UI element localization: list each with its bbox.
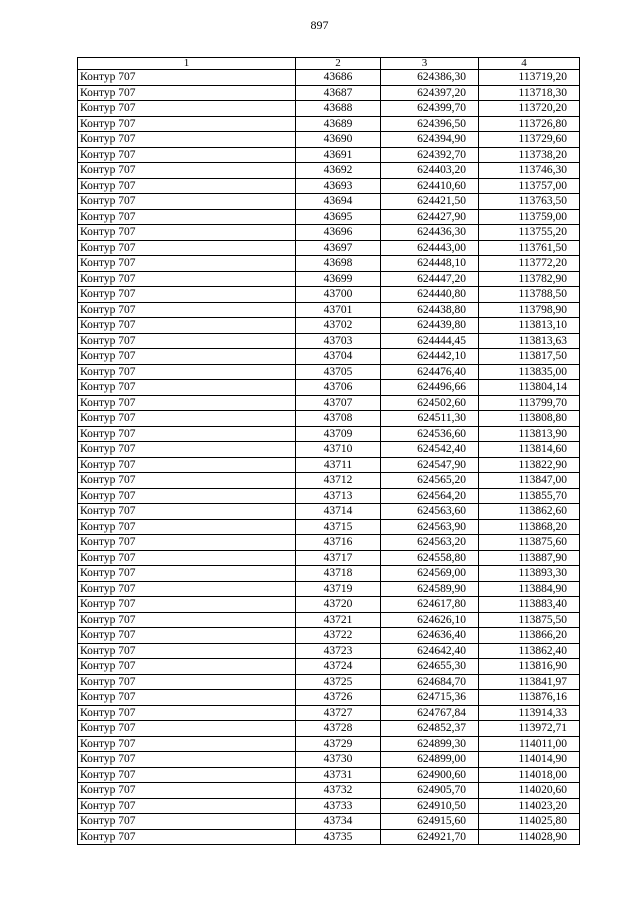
- x-coordinate-cell: 624448,10: [381, 256, 479, 272]
- y-coordinate-cell: 113855,70: [479, 488, 580, 504]
- point-number-cell: 43726: [296, 690, 381, 706]
- y-coordinate-cell: 113738,20: [479, 147, 580, 163]
- table-row: [78, 504, 580, 520]
- point-number-cell: 43716: [296, 535, 381, 551]
- y-coordinate-cell: 113719,20: [479, 70, 580, 86]
- y-coordinate-cell: 113718,30: [479, 85, 580, 101]
- y-coordinate-cell: 113884,90: [479, 581, 580, 597]
- table-row: [78, 240, 580, 256]
- table-row: [78, 287, 580, 303]
- column-header-2: 2: [296, 58, 381, 70]
- table-row: [78, 612, 580, 628]
- table-row: [78, 628, 580, 644]
- contour-name-cell: Контур 707: [78, 550, 296, 566]
- table-row: [78, 349, 580, 365]
- y-coordinate-cell: 113798,90: [479, 302, 580, 318]
- contour-name-cell: Контур 707: [78, 504, 296, 520]
- contour-name-cell: Контур 707: [78, 674, 296, 690]
- x-coordinate-cell: 624496,66: [381, 380, 479, 396]
- y-coordinate-cell: 114014,90: [479, 752, 580, 768]
- point-number-cell: 43712: [296, 473, 381, 489]
- y-coordinate-cell: 113817,50: [479, 349, 580, 365]
- table-row: [78, 225, 580, 241]
- y-coordinate-cell: 113814,60: [479, 442, 580, 458]
- contour-name-cell: Контур 707: [78, 736, 296, 752]
- contour-name-cell: Контур 707: [78, 411, 296, 427]
- point-number-cell: 43729: [296, 736, 381, 752]
- y-coordinate-cell: 113746,30: [479, 163, 580, 179]
- y-coordinate-cell: 113862,60: [479, 504, 580, 520]
- table-row: [78, 783, 580, 799]
- y-coordinate-cell: 113883,40: [479, 597, 580, 613]
- y-coordinate-cell: 113761,50: [479, 240, 580, 256]
- x-coordinate-cell: 624397,20: [381, 85, 479, 101]
- x-coordinate-cell: 624421,50: [381, 194, 479, 210]
- contour-name-cell: Контур 707: [78, 566, 296, 582]
- point-number-cell: 43713: [296, 488, 381, 504]
- contour-name-cell: Контур 707: [78, 457, 296, 473]
- point-number-cell: 43721: [296, 612, 381, 628]
- contour-name-cell: Контур 707: [78, 643, 296, 659]
- point-number-cell: 43717: [296, 550, 381, 566]
- table-row: [78, 302, 580, 318]
- point-number-cell: 43702: [296, 318, 381, 334]
- table-row: [78, 488, 580, 504]
- table-row: [78, 597, 580, 613]
- point-number-cell: 43715: [296, 519, 381, 535]
- point-number-cell: 43707: [296, 395, 381, 411]
- point-number-cell: 43710: [296, 442, 381, 458]
- table-row: [78, 798, 580, 814]
- y-coordinate-cell: 113726,80: [479, 116, 580, 132]
- y-coordinate-cell: 113866,20: [479, 628, 580, 644]
- x-coordinate-cell: 624563,90: [381, 519, 479, 535]
- contour-name-cell: Контур 707: [78, 488, 296, 504]
- y-coordinate-cell: 113763,50: [479, 194, 580, 210]
- contour-name-cell: Контур 707: [78, 395, 296, 411]
- table-row: [78, 194, 580, 210]
- contour-name-cell: Контур 707: [78, 426, 296, 442]
- x-coordinate-cell: 624558,80: [381, 550, 479, 566]
- point-number-cell: 43698: [296, 256, 381, 272]
- y-coordinate-cell: 113893,30: [479, 566, 580, 582]
- contour-name-cell: Контур 707: [78, 178, 296, 194]
- point-number-cell: 43704: [296, 349, 381, 365]
- point-number-cell: 43690: [296, 132, 381, 148]
- table-row: [78, 209, 580, 225]
- y-coordinate-cell: 113816,90: [479, 659, 580, 675]
- table-row: [78, 705, 580, 721]
- x-coordinate-cell: 624852,37: [381, 721, 479, 737]
- contour-name-cell: Контур 707: [78, 829, 296, 845]
- y-coordinate-cell: 113755,20: [479, 225, 580, 241]
- point-number-cell: 43693: [296, 178, 381, 194]
- table-row: [78, 147, 580, 163]
- contour-name-cell: Контур 707: [78, 690, 296, 706]
- x-coordinate-cell: 624915,60: [381, 814, 479, 830]
- table-row: [78, 550, 580, 566]
- y-coordinate-cell: 113757,00: [479, 178, 580, 194]
- point-number-cell: 43733: [296, 798, 381, 814]
- table-row: [78, 643, 580, 659]
- point-number-cell: 43711: [296, 457, 381, 473]
- y-coordinate-cell: 113822,90: [479, 457, 580, 473]
- contour-name-cell: Контур 707: [78, 147, 296, 163]
- point-number-cell: 43730: [296, 752, 381, 768]
- x-coordinate-cell: 624684,70: [381, 674, 479, 690]
- contour-name-cell: Контур 707: [78, 380, 296, 396]
- table-row: [78, 473, 580, 489]
- contour-name-cell: Контур 707: [78, 85, 296, 101]
- point-number-cell: 43719: [296, 581, 381, 597]
- y-coordinate-cell: 113875,50: [479, 612, 580, 628]
- contour-name-cell: Контур 707: [78, 659, 296, 675]
- table-row: [78, 318, 580, 334]
- table-row: [78, 767, 580, 783]
- x-coordinate-cell: 624444,45: [381, 333, 479, 349]
- contour-name-cell: Контур 707: [78, 318, 296, 334]
- point-number-cell: 43705: [296, 364, 381, 380]
- y-coordinate-cell: 113835,00: [479, 364, 580, 380]
- contour-name-cell: Контур 707: [78, 116, 296, 132]
- contour-name-cell: Контур 707: [78, 225, 296, 241]
- contour-name-cell: Контур 707: [78, 240, 296, 256]
- point-number-cell: 43706: [296, 380, 381, 396]
- x-coordinate-cell: 624564,20: [381, 488, 479, 504]
- point-number-cell: 43703: [296, 333, 381, 349]
- y-coordinate-cell: 113808,80: [479, 411, 580, 427]
- point-number-cell: 43687: [296, 85, 381, 101]
- contour-name-cell: Контур 707: [78, 705, 296, 721]
- contour-name-cell: Контур 707: [78, 132, 296, 148]
- x-coordinate-cell: 624410,60: [381, 178, 479, 194]
- point-number-cell: 43714: [296, 504, 381, 520]
- point-number-cell: 43731: [296, 767, 381, 783]
- table-row: [78, 132, 580, 148]
- contour-name-cell: Контур 707: [78, 783, 296, 799]
- point-number-cell: 43699: [296, 271, 381, 287]
- x-coordinate-cell: 624563,20: [381, 535, 479, 551]
- point-number-cell: 43691: [296, 147, 381, 163]
- contour-name-cell: Контур 707: [78, 798, 296, 814]
- contour-name-cell: Контур 707: [78, 194, 296, 210]
- x-coordinate-cell: 624403,20: [381, 163, 479, 179]
- y-coordinate-cell: 114023,20: [479, 798, 580, 814]
- point-number-cell: 43718: [296, 566, 381, 582]
- x-coordinate-cell: 624443,00: [381, 240, 479, 256]
- contour-name-cell: Контур 707: [78, 767, 296, 783]
- contour-name-cell: Контур 707: [78, 814, 296, 830]
- table-row: [78, 163, 580, 179]
- table-row: [78, 364, 580, 380]
- column-header-4: 4: [479, 58, 580, 70]
- x-coordinate-cell: 624642,40: [381, 643, 479, 659]
- table-row: [78, 426, 580, 442]
- table-row: [78, 690, 580, 706]
- y-coordinate-cell: 113841,97: [479, 674, 580, 690]
- contour-name-cell: Контур 707: [78, 721, 296, 737]
- x-coordinate-cell: 624476,40: [381, 364, 479, 380]
- table-row: [78, 256, 580, 272]
- point-number-cell: 43734: [296, 814, 381, 830]
- x-coordinate-cell: 624589,90: [381, 581, 479, 597]
- x-coordinate-cell: 624767,84: [381, 705, 479, 721]
- y-coordinate-cell: 113868,20: [479, 519, 580, 535]
- x-coordinate-cell: 624511,30: [381, 411, 479, 427]
- contour-name-cell: Контур 707: [78, 287, 296, 303]
- point-number-cell: 43708: [296, 411, 381, 427]
- x-coordinate-cell: 624394,90: [381, 132, 479, 148]
- x-coordinate-cell: 624438,80: [381, 302, 479, 318]
- table-row: [78, 535, 580, 551]
- x-coordinate-cell: 624440,80: [381, 287, 479, 303]
- x-coordinate-cell: 624536,60: [381, 426, 479, 442]
- y-coordinate-cell: 113813,10: [479, 318, 580, 334]
- y-coordinate-cell: 113804,14: [479, 380, 580, 396]
- x-coordinate-cell: 624399,70: [381, 101, 479, 117]
- x-coordinate-cell: 624547,90: [381, 457, 479, 473]
- point-number-cell: 43724: [296, 659, 381, 675]
- table-row: [78, 566, 580, 582]
- contour-name-cell: Контур 707: [78, 364, 296, 380]
- y-coordinate-cell: 113782,90: [479, 271, 580, 287]
- y-coordinate-cell: 113788,50: [479, 287, 580, 303]
- point-number-cell: 43722: [296, 628, 381, 644]
- x-coordinate-cell: 624502,60: [381, 395, 479, 411]
- table-row: [78, 442, 580, 458]
- point-number-cell: 43709: [296, 426, 381, 442]
- x-coordinate-cell: 624655,30: [381, 659, 479, 675]
- x-coordinate-cell: 624899,30: [381, 736, 479, 752]
- table-row: [78, 736, 580, 752]
- x-coordinate-cell: 624563,60: [381, 504, 479, 520]
- table-row: [78, 814, 580, 830]
- y-coordinate-cell: 114025,80: [479, 814, 580, 830]
- y-coordinate-cell: 113772,20: [479, 256, 580, 272]
- point-number-cell: 43697: [296, 240, 381, 256]
- table-row: [78, 411, 580, 427]
- table-row: [78, 457, 580, 473]
- point-number-cell: 43732: [296, 783, 381, 799]
- point-number-cell: 43720: [296, 597, 381, 613]
- y-coordinate-cell: 114018,00: [479, 767, 580, 783]
- point-number-cell: 43695: [296, 209, 381, 225]
- y-coordinate-cell: 113813,90: [479, 426, 580, 442]
- x-coordinate-cell: 624442,10: [381, 349, 479, 365]
- table-row: [78, 395, 580, 411]
- contour-name-cell: Контур 707: [78, 163, 296, 179]
- y-coordinate-cell: 113887,90: [479, 550, 580, 566]
- x-coordinate-cell: 624439,80: [381, 318, 479, 334]
- point-number-cell: 43701: [296, 302, 381, 318]
- y-coordinate-cell: 113813,63: [479, 333, 580, 349]
- x-coordinate-cell: 624447,20: [381, 271, 479, 287]
- point-number-cell: 43723: [296, 643, 381, 659]
- table-row: [78, 752, 580, 768]
- x-coordinate-cell: 624900,60: [381, 767, 479, 783]
- y-coordinate-cell: 114028,90: [479, 829, 580, 845]
- y-coordinate-cell: 113720,20: [479, 101, 580, 117]
- x-coordinate-cell: 624565,20: [381, 473, 479, 489]
- page-number: 897: [310, 18, 329, 32]
- x-coordinate-cell: 624436,30: [381, 225, 479, 241]
- y-coordinate-cell: 113847,00: [479, 473, 580, 489]
- coordinates-table: [77, 57, 580, 845]
- table-row: [78, 70, 580, 86]
- table-row: [78, 659, 580, 675]
- x-coordinate-cell: 624905,70: [381, 783, 479, 799]
- contour-name-cell: Контур 707: [78, 581, 296, 597]
- point-number-cell: 43692: [296, 163, 381, 179]
- y-coordinate-cell: 114011,00: [479, 736, 580, 752]
- x-coordinate-cell: 624569,00: [381, 566, 479, 582]
- column-header-1: 1: [78, 58, 296, 70]
- y-coordinate-cell: 113914,33: [479, 705, 580, 721]
- x-coordinate-cell: 624626,10: [381, 612, 479, 628]
- y-coordinate-cell: 113972,71: [479, 721, 580, 737]
- contour-name-cell: Контур 707: [78, 535, 296, 551]
- y-coordinate-cell: 114020,60: [479, 783, 580, 799]
- x-coordinate-cell: 624636,40: [381, 628, 479, 644]
- y-coordinate-cell: 113759,00: [479, 209, 580, 225]
- contour-name-cell: Контур 707: [78, 349, 296, 365]
- point-number-cell: 43694: [296, 194, 381, 210]
- x-coordinate-cell: 624899,00: [381, 752, 479, 768]
- column-header-3: 3: [381, 58, 479, 70]
- x-coordinate-cell: 624910,50: [381, 798, 479, 814]
- point-number-cell: 43689: [296, 116, 381, 132]
- y-coordinate-cell: 113729,60: [479, 132, 580, 148]
- x-coordinate-cell: 624386,30: [381, 70, 479, 86]
- contour-name-cell: Контур 707: [78, 101, 296, 117]
- x-coordinate-cell: 624542,40: [381, 442, 479, 458]
- contour-name-cell: Контур 707: [78, 519, 296, 535]
- point-number-cell: 43725: [296, 674, 381, 690]
- point-number-cell: 43686: [296, 70, 381, 86]
- point-number-cell: 43735: [296, 829, 381, 845]
- x-coordinate-cell: 624715,36: [381, 690, 479, 706]
- contour-name-cell: Контур 707: [78, 473, 296, 489]
- table-row: [78, 829, 580, 845]
- contour-name-cell: Контур 707: [78, 752, 296, 768]
- table-row: [78, 178, 580, 194]
- contour-name-cell: Контур 707: [78, 256, 296, 272]
- contour-name-cell: Контур 707: [78, 612, 296, 628]
- x-coordinate-cell: 624392,70: [381, 147, 479, 163]
- table-row: [78, 581, 580, 597]
- table-row: [78, 333, 580, 349]
- table-row: [78, 85, 580, 101]
- y-coordinate-cell: 113876,16: [479, 690, 580, 706]
- table-body: [78, 70, 580, 845]
- contour-name-cell: Контур 707: [78, 597, 296, 613]
- table-header-row: [78, 58, 580, 70]
- contour-name-cell: Контур 707: [78, 209, 296, 225]
- table-row: [78, 101, 580, 117]
- contour-name-cell: Контур 707: [78, 442, 296, 458]
- contour-name-cell: Контур 707: [78, 628, 296, 644]
- x-coordinate-cell: 624921,70: [381, 829, 479, 845]
- point-number-cell: 43700: [296, 287, 381, 303]
- point-number-cell: 43696: [296, 225, 381, 241]
- x-coordinate-cell: 624396,50: [381, 116, 479, 132]
- contour-name-cell: Контур 707: [78, 302, 296, 318]
- point-number-cell: 43727: [296, 705, 381, 721]
- y-coordinate-cell: 113875,60: [479, 535, 580, 551]
- table-row: [78, 674, 580, 690]
- table-row: [78, 116, 580, 132]
- table-row: [78, 271, 580, 287]
- contour-name-cell: Контур 707: [78, 70, 296, 86]
- x-coordinate-cell: 624617,80: [381, 597, 479, 613]
- table-row: [78, 519, 580, 535]
- point-number-cell: 43688: [296, 101, 381, 117]
- table-row: [78, 721, 580, 737]
- y-coordinate-cell: 113799,70: [479, 395, 580, 411]
- point-number-cell: 43728: [296, 721, 381, 737]
- table-row: [78, 380, 580, 396]
- y-coordinate-cell: 113862,40: [479, 643, 580, 659]
- x-coordinate-cell: 624427,90: [381, 209, 479, 225]
- contour-name-cell: Контур 707: [78, 333, 296, 349]
- contour-name-cell: Контур 707: [78, 271, 296, 287]
